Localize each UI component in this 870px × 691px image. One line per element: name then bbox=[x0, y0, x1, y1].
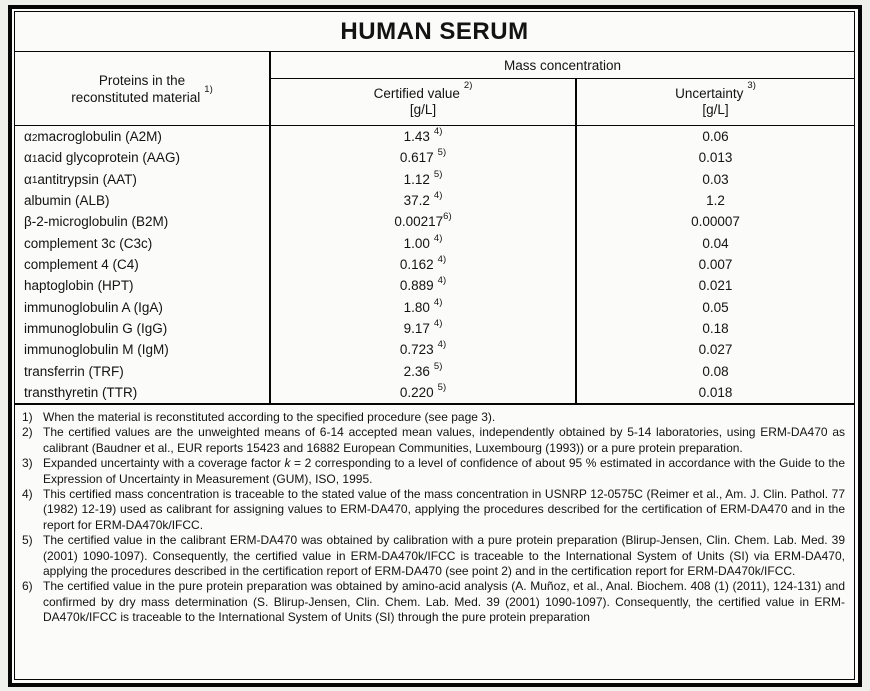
footnote-text: Expanded uncertainty with a coverage factor k = 2 corresponding to a level of confidence of about 95 % estimated in accordance with the Guide to the Expression of Uncertainty in Measurement (GUM), ISO, 1995. bbox=[43, 456, 846, 486]
certified-value: 0.723 $^{4)}$ bbox=[271, 339, 577, 360]
table-row bbox=[15, 126, 854, 147]
certified-value: 1.80 $^{4)}$ bbox=[271, 297, 577, 318]
column-header-proteins bbox=[15, 52, 271, 125]
table-row bbox=[15, 147, 854, 168]
proteins-header-footnote-ref: 1) bbox=[204, 83, 213, 95]
uncertainty-value: 0.18 bbox=[702, 320, 729, 336]
uncertainty-value: 0.03 bbox=[702, 171, 729, 187]
protein-name: transthyretin (TTR) bbox=[15, 382, 271, 403]
protein-name: immunoglobulin M (IgM) bbox=[15, 339, 271, 360]
column-header-certified-value bbox=[271, 79, 577, 125]
uncertainty-unit: [g/L] bbox=[702, 102, 729, 117]
footnote-text: The certified value in the calibrant ERM-DA470 was obtained by calibration with a pure protein preparation (Blirup-Jensen, Clin. Chem. Lab. Med. 39 (2001) 1090-1097). Consequently, the certified value in ERM-DA470k/IFCC is traceable to the International System of Units (SI) via ERM-DA470, applying the procedures described in the certification report of ERM-DA470 (see point 2) and in the certification report for ERM-DA470k/IFCC. bbox=[43, 533, 845, 579]
table-row bbox=[15, 275, 854, 296]
certificate-table bbox=[14, 11, 855, 680]
footnote-number: 3) bbox=[22, 456, 33, 471]
uncertainty-value: 0.021 bbox=[698, 278, 733, 294]
table-row bbox=[15, 211, 854, 232]
certified-value: 0.00217 $^{6)}$ bbox=[271, 211, 577, 232]
column-header-uncertainty bbox=[577, 79, 854, 125]
certified-value: 2.36 $^{5)}$ bbox=[271, 360, 577, 381]
column-header-proteins-text bbox=[71, 72, 213, 106]
certified-value: 1.12 $^{5)}$ bbox=[271, 169, 577, 190]
table-row bbox=[15, 297, 854, 318]
uncertainty-label: Uncertainty bbox=[675, 86, 744, 101]
proteins-header-line1: Proteins in the bbox=[98, 72, 186, 88]
table-row bbox=[15, 360, 854, 381]
page-title-text: HUMAN SERUM bbox=[340, 17, 529, 45]
footnote bbox=[22, 425, 845, 456]
uncertainty-value: 0.06 bbox=[702, 129, 729, 145]
certified-value: 9.17 $^{4)}$ bbox=[271, 318, 577, 339]
certified-value: 1.00 $^{4)}$ bbox=[271, 233, 577, 254]
protein-name: complement 4 (C4) bbox=[15, 254, 271, 275]
table-row bbox=[15, 169, 854, 190]
footnote bbox=[22, 579, 845, 625]
footnote-number: 5) bbox=[22, 533, 33, 548]
protein-name: complement 3c (C3c) bbox=[15, 233, 271, 254]
protein-name: α $_1$ acid glycoprotein (AAG) bbox=[15, 147, 271, 168]
protein-name: albumin (ALB) bbox=[15, 190, 271, 211]
footnote bbox=[22, 487, 845, 533]
protein-name: transferrin (TRF) bbox=[15, 360, 271, 381]
protein-name: immunoglobulin A (IgA) bbox=[15, 297, 271, 318]
protein-name: haptoglobin (HPT) bbox=[15, 275, 271, 296]
certified-value: 0.220 $^{5)}$ bbox=[271, 382, 577, 403]
certified-value-label-line bbox=[373, 80, 473, 102]
certified-value-label: Certified value bbox=[373, 86, 460, 101]
page-title bbox=[15, 12, 854, 52]
mass-concentration-group bbox=[271, 52, 854, 125]
footnote bbox=[22, 410, 845, 425]
footnote-number: 1) bbox=[22, 410, 33, 424]
table-row bbox=[15, 318, 854, 339]
certificate-frame bbox=[8, 5, 862, 687]
protein-name: β-2-microglobulin (B2M) bbox=[15, 211, 271, 232]
protein-name: α $_1$ antitrypsin (AAT) bbox=[15, 169, 271, 190]
certified-value-footnote-ref: 2) bbox=[463, 80, 473, 91]
table-row bbox=[15, 190, 854, 211]
uncertainty-value: 0.05 bbox=[702, 299, 729, 315]
certified-value: 1.43 $^{4)}$ bbox=[271, 126, 577, 147]
protein-name: immunoglobulin G (IgG) bbox=[15, 318, 271, 339]
footnote bbox=[22, 456, 845, 487]
certified-value: 0.162 $^{4)}$ bbox=[271, 254, 577, 275]
uncertainty-value: 0.027 bbox=[698, 342, 733, 358]
uncertainty-label-line bbox=[675, 80, 756, 102]
certified-value-unit: [g/L] bbox=[409, 102, 437, 117]
table-row bbox=[15, 233, 854, 254]
footnote-text: When the material is reconstituted according to the specified procedure (see page 3). bbox=[43, 410, 496, 424]
certified-value: 0.889 $^{4)}$ bbox=[271, 275, 577, 296]
footnote-number: 6) bbox=[22, 579, 33, 594]
footnote-text: This certified mass concentration is traceable to the stated value of the mass concentration in USNRP 12-0575C (Reimer et al., Am. J. Clin. Pathol. 77 (1982) 12-19) used as calibrant for assigning values to ERM-DA470, applying the procedures described for the certification of ERM-DA470 and in the report for ERM-DA470k/IFCC. bbox=[43, 487, 845, 532]
certified-value: 37.2 $^{4)}$ bbox=[271, 190, 577, 211]
table-row bbox=[15, 254, 854, 275]
proteins-header-line2-text: reconstituted material bbox=[71, 89, 201, 105]
table-row bbox=[15, 382, 854, 403]
footnote bbox=[22, 533, 845, 579]
sub-headers bbox=[271, 79, 854, 125]
uncertainty-value: 0.013 bbox=[698, 150, 733, 166]
uncertainty-footnote-ref: 3) bbox=[747, 80, 756, 91]
protein-name: α $_2$ macroglobulin (A2M) bbox=[15, 126, 271, 147]
proteins-header-line2 bbox=[71, 83, 213, 106]
uncertainty-value: 0.007 bbox=[698, 257, 733, 273]
footnote-text: The certified value in the pure protein preparation was obtained by amino-acid analysis (A. Muñoz, et al., Anal. Biochem. 408 (1) (2011), 124-131) and confirmed by dry mass determination (S. Blirup-Jensen, Clin. Chem. Lab. Med. 39 (2001) 1090-1097). Consequently, the certified value in ERM-DA470k/IFCC is traceable to the International System of Units (SI) through the pure protein preparation bbox=[43, 579, 845, 625]
footnote-text: The certified values are the unweighted means of 6-14 accepted mean values, independently obtained by 5-14 laboratories, using ERM-DA470 as calibrant (Baudner et al., EUR reports 15423 and 16882 European Communities, Luxembourg (1993)) or a pure protein preparation. bbox=[43, 425, 845, 455]
uncertainty-value: 0.00007 bbox=[691, 214, 740, 230]
uncertainty-value: 0.08 bbox=[702, 363, 729, 379]
uncertainty-value: 0.04 bbox=[702, 235, 729, 251]
column-header-mass-concentration bbox=[271, 52, 854, 79]
footnote-number: 4) bbox=[22, 487, 33, 502]
uncertainty-value: 1.2 bbox=[706, 193, 725, 209]
table-header bbox=[15, 52, 854, 126]
table-body bbox=[15, 126, 854, 403]
footnote-number: 2) bbox=[22, 425, 33, 440]
mass-concentration-label: Mass concentration bbox=[503, 57, 622, 73]
uncertainty-value: 0.018 bbox=[698, 384, 733, 400]
certified-value: 0.617 $^{5)}$ bbox=[271, 147, 577, 168]
footnotes-list bbox=[15, 403, 854, 679]
table-row bbox=[15, 339, 854, 360]
